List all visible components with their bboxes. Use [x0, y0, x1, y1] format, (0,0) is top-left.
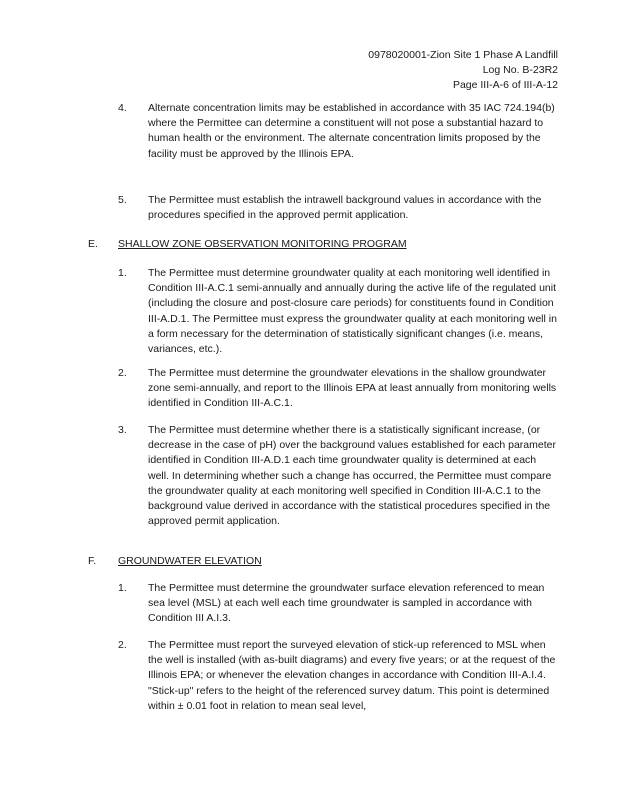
page-header — [368, 48, 558, 93]
item-text: The Permittee must determine groundwater quality at each monitoring well identified in Condition III-A.C.1 semi-annually and annually during the active life of the regulated unit (including the closure and post-closure care periods) for constituents found in Condition III-A.D.1. The Permittee must express the groundwater quality at each monitoring well in a form necessary for the determination of statistically significant changes (i.e. means, variances, etc.). — [148, 267, 557, 356]
condition-e1 — [118, 266, 558, 357]
section-title: SHALLOW ZONE OBSERVATION MONITORING PROGRAM — [118, 238, 407, 250]
item-text: The Permittee must determine the groundwater surface elevation referenced to mean sea level (MSL) at each well each time groundwater is sampled in accordance with Condition III A.I.3. — [148, 582, 545, 625]
section-letter: F. — [88, 555, 97, 567]
item-text: The Permittee must determine whether there is a statistically significant increase, (or decrease in the case of pH) over the background values established for each parameter identified in Condition III-A.D.1 each time groundwater quality is determined at each well. In determining whether such a change has occurred, the Permittee must compare the groundwater quality at each monitoring well specified in Condition III-A.C.1 to the background value derived in accordance with the statistical procedures specified in the approved permit application. — [148, 424, 556, 528]
section-title: GROUNDWATER ELEVATION — [118, 555, 262, 567]
item-text: The Permittee must report the surveyed elevation of stick-up referenced to MSL when the well is installed (with as-built diagrams) and every five years; or at the request of the Illinois EPA; or whenever the elevation changes in accordance with Condition III-A.I.4. "Stick-up" refers to the height of the referenced survey datum. This point is determined within ± 0.01 foot in relation to mean seal level, — [148, 639, 556, 712]
condition-e2 — [118, 366, 558, 412]
item-number: 3. — [118, 424, 127, 436]
item-text: The Permittee must establish the intrawell background values in accordance with the procedures specified in the approved permit application. — [148, 194, 542, 222]
item-text: Alternate concentration limits may be established in accordance with 35 IAC 724.194(b) where the Permittee can determine a constituent will not pose a substantial hazard to human health or the environment. The alternate concentration limits proposed by the facility must be approved by the Illinois EPA. — [148, 102, 555, 160]
header-log-number: Log No. B-23R2 — [482, 64, 558, 76]
item-number: 4. — [118, 102, 127, 114]
condition-f1 — [118, 581, 558, 627]
condition-f2 — [118, 638, 558, 714]
header-site-line: 0978020001-Zion Site 1 Phase A Landfill — [368, 49, 558, 61]
item-number: 2. — [118, 367, 127, 379]
item-number: 2. — [118, 639, 127, 651]
condition-d4 — [118, 101, 558, 162]
item-number: 1. — [118, 582, 127, 594]
condition-d5 — [118, 193, 558, 223]
condition-e3 — [118, 423, 558, 529]
item-number: 5. — [118, 194, 127, 206]
item-text: The Permittee must determine the groundwater elevations in the shallow groundwater zone semi-annually, and report to the Illinois EPA at least annually from monitoring wells identified in Condition III-A.C.1. — [148, 367, 557, 410]
header-page-number: Page III-A-6 of III-A-12 — [452, 79, 558, 91]
item-number: 1. — [118, 267, 127, 279]
section-letter: E. — [88, 238, 98, 250]
